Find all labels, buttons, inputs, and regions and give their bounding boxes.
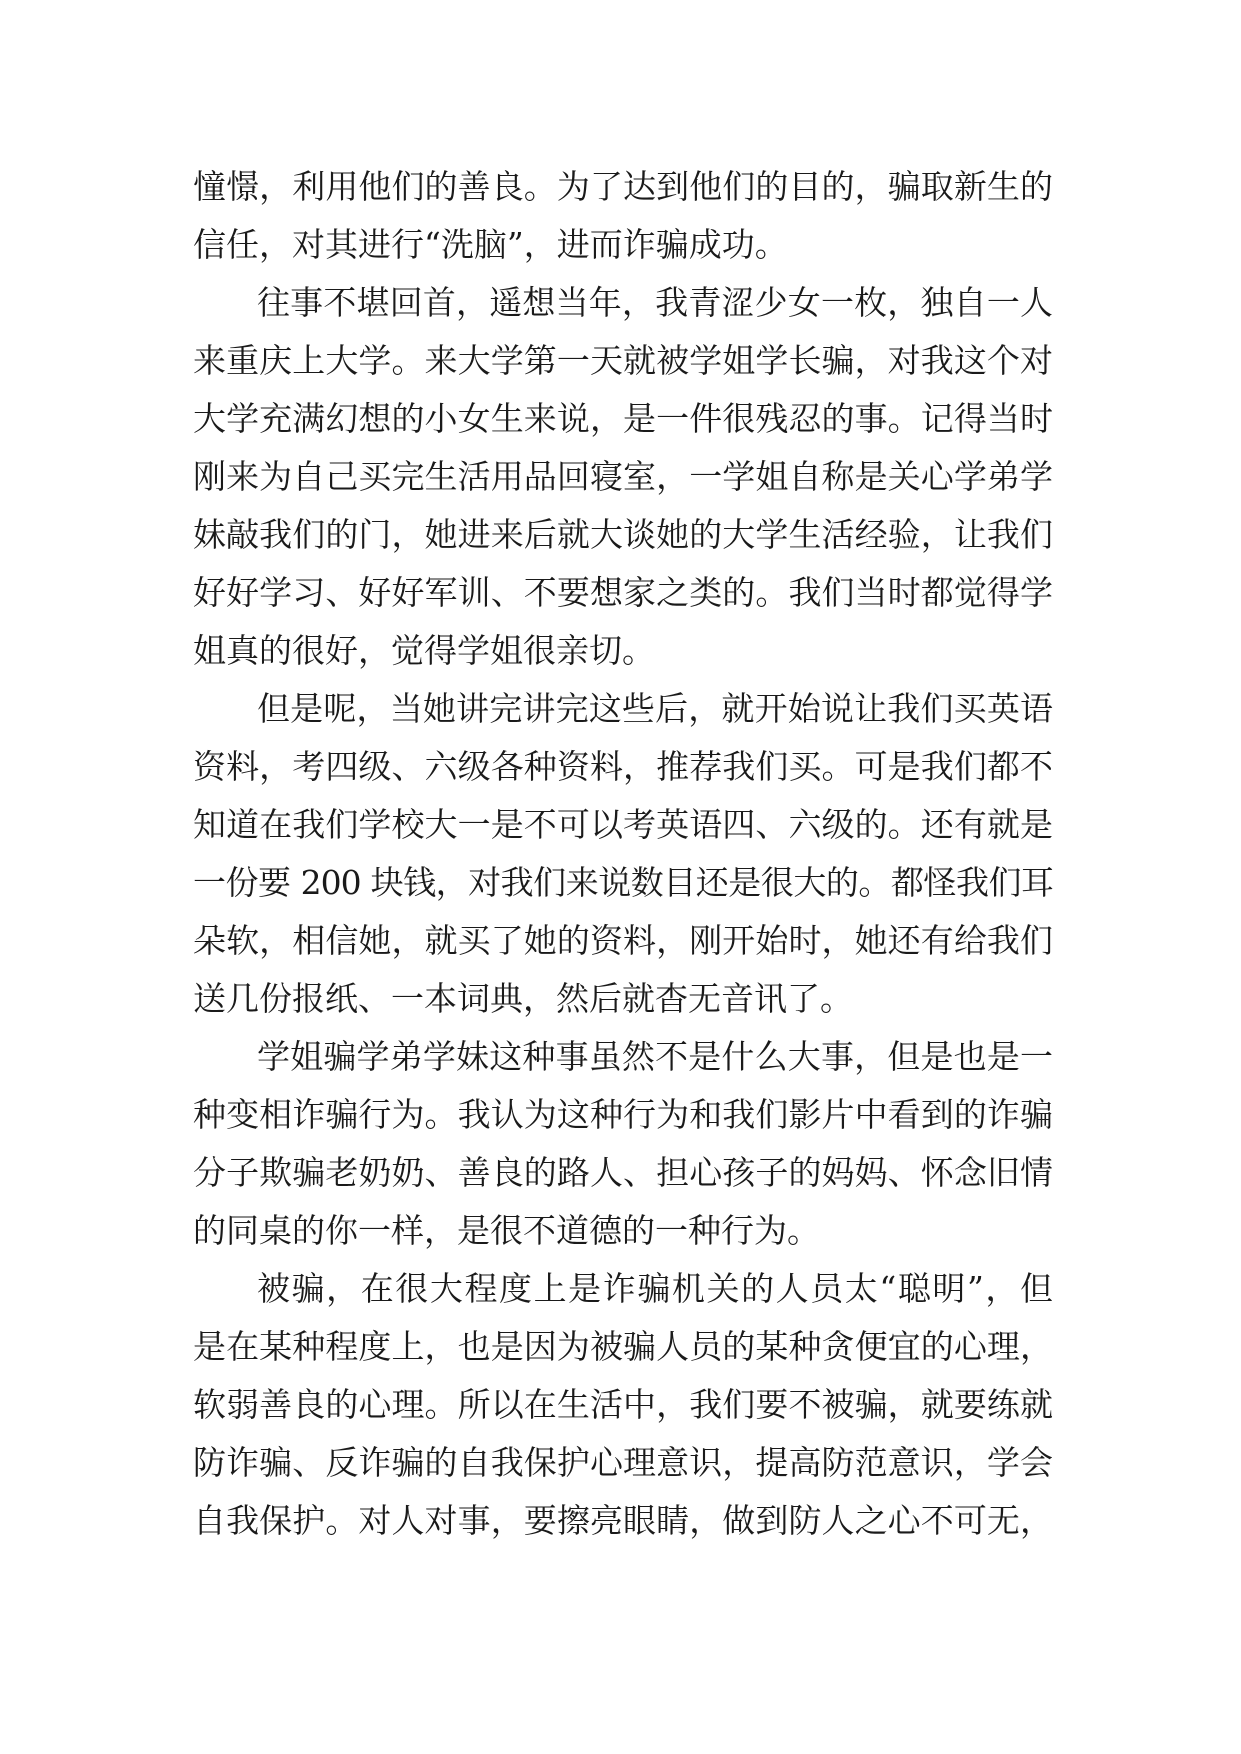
- text-line-9: 姐真的很好，觉得学姐很亲切。: [193, 631, 655, 670]
- text-line-16: 学姐骗学弟学妹这种事虽然不是什么大事，但是也是一: [257, 1037, 1053, 1076]
- text-line-10: 但是呢，当她讲完讲完这些后，就开始说让我们买英语: [257, 689, 1053, 728]
- text-line-23: 防诈骗、反诈骗的自我保护心理意识，提高防范意识，学会: [193, 1443, 1053, 1482]
- text-line-5: 大学充满幻想的小女生来说，是一件很残忍的事。记得当时: [193, 399, 1053, 438]
- text-line-15: 送几份报纸、一本词典，然后就杳无音讯了。: [193, 979, 853, 1018]
- text-line-13: 一份要 200 块钱，对我们来说数目还是很大的。都怪我们耳: [193, 863, 1053, 902]
- text-line-22: 软弱善良的心理。所以在生活中，我们要不被骗，就要练就: [193, 1385, 1053, 1424]
- text-line-20: 被骗，在很大程度上是诈骗机关的人员太“聪明”，但: [257, 1269, 1053, 1308]
- text-line-12: 知道在我们学校大一是不可以考英语四、六级的。还有就是: [193, 805, 1053, 844]
- text-line-3: 往事不堪回首，遥想当年，我青涩少女一枚，独自一人: [257, 283, 1053, 322]
- text-line-21: 是在某种程度上，也是因为被骗人员的某种贪便宜的心理，: [193, 1327, 1053, 1366]
- text-line-18: 分子欺骗老奶奶、善良的路人、担心孩子的妈妈、怀念旧情: [193, 1153, 1053, 1192]
- text-line-7: 妹敲我们的门，她进来后就大谈她的大学生活经验，让我们: [193, 515, 1053, 554]
- text-line-1: 憧憬，利用他们的善良。为了达到他们的目的，骗取新生的: [193, 167, 1053, 206]
- text-line-11: 资料，考四级、六级各种资料，推荐我们买。可是我们都不: [193, 747, 1053, 786]
- text-line-19: 的同桌的你一样，是很不道德的一种行为。: [193, 1211, 820, 1250]
- text-line-2: 信任，对其进行“洗脑”，进而诈骗成功。: [193, 225, 788, 264]
- text-line-17: 种变相诈骗行为。我认为这种行为和我们影片中看到的诈骗: [193, 1095, 1053, 1134]
- text-line-8: 好好学习、好好军训、不要想家之类的。我们当时都觉得学: [193, 573, 1053, 612]
- text-line-14: 朵软，相信她，就买了她的资料，刚开始时，她还有给我们: [193, 921, 1053, 960]
- text-line-6: 刚来为自己买完生活用品回寝室，一学姐自称是关心学弟学: [193, 457, 1053, 496]
- body-text: [193, 158, 1053, 1550]
- text-line-24: 自我保护。对人对事，要擦亮眼睛，做到防人之心不可无，: [193, 1501, 1053, 1540]
- text-line-4: 来重庆上大学。来大学第一天就被学姐学长骗，对我这个对: [193, 341, 1053, 380]
